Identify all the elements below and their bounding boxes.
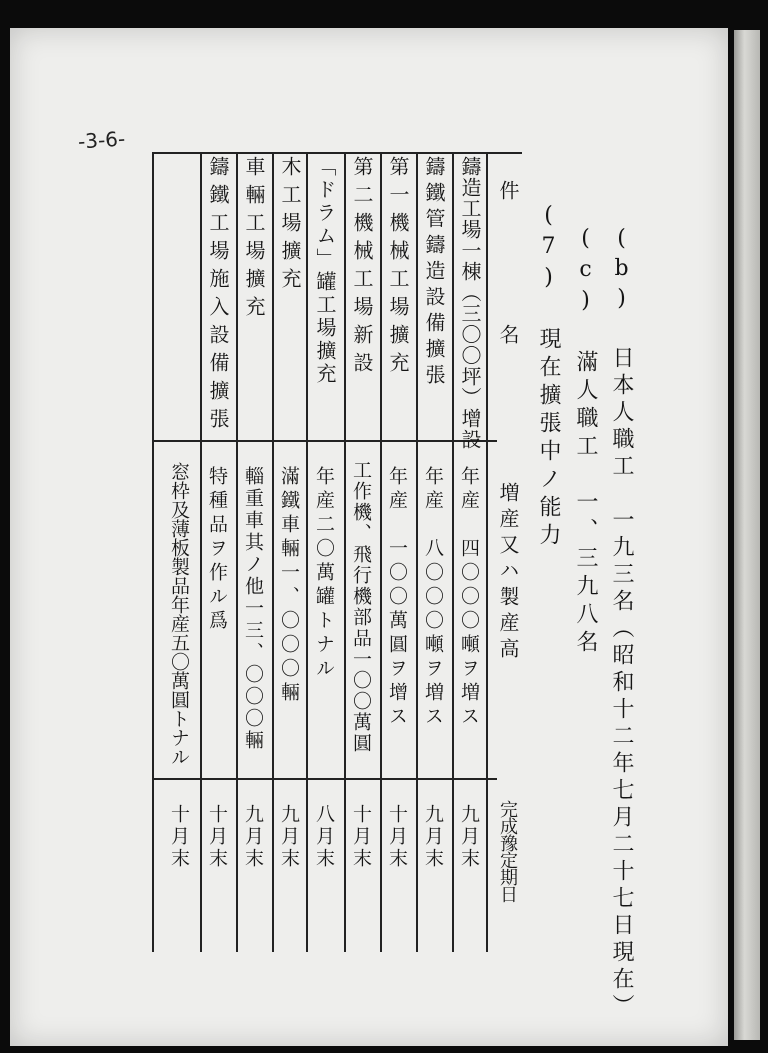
table-header-rule (152, 440, 497, 442)
row-9-capacity: 窓枠及薄板製品年産五〇萬圓トナル (168, 462, 190, 766)
row-4-date: 十月末 (350, 804, 372, 870)
row-8-date: 十月末 (206, 804, 228, 870)
manchurian-workers-line: (c) 滿人職工 一、三九八名 (573, 226, 598, 658)
table-top-rule (152, 152, 522, 154)
row-8-item: 鑄鐵工場施入設備擴張 (206, 156, 230, 436)
row-divider-6 (272, 152, 274, 952)
row-5-date: 八月末 (313, 804, 335, 870)
row-4-item: 第二機械工場新設 (350, 156, 374, 380)
row-5-item: 「ドラム」罐工場擴充 (313, 156, 337, 386)
table-date-rule (152, 778, 497, 780)
row-divider-7 (236, 152, 238, 952)
row-7-date: 九月末 (242, 804, 264, 870)
row-6-item: 木工場擴充 (278, 156, 302, 296)
row-2-item: 鑄鐵管鑄造設備擴張 (422, 156, 446, 390)
binder-edge (734, 30, 760, 1040)
row-3-item: 第一機械工場擴充 (386, 156, 410, 380)
row-divider-8 (200, 152, 202, 952)
row-divider-5 (306, 152, 308, 952)
row-3-capacity: 年産 一〇〇萬圓ヲ增ス (386, 466, 408, 730)
section-title: (7) 現在擴張中ノ能力 (536, 203, 561, 551)
row-1-item: 鑄造工場一棟（三〇〇坪）增設 (458, 156, 482, 450)
row-9-date: 十月末 (168, 804, 190, 870)
header-date: 完成豫定期日 (497, 800, 518, 902)
row-7-capacity: 輜重車其ノ他一三、〇〇〇輛 (242, 466, 264, 752)
row-1-date: 九月末 (458, 804, 480, 870)
row-2-date: 九月末 (422, 804, 444, 870)
row-divider-2 (416, 152, 418, 952)
header-capacity: 増産又ハ製産高 (496, 482, 520, 664)
row-divider-4 (344, 152, 346, 952)
row-8-capacity: 特種品ヲ作ル爲 (206, 466, 228, 634)
row-7-item: 車輛工場擴充 (242, 156, 266, 324)
row-3-date: 十月末 (386, 804, 408, 870)
table-left-rule (152, 152, 154, 952)
header-item: 件 名 (496, 180, 520, 372)
row-5-capacity: 年産二〇萬罐トナル (313, 466, 335, 682)
row-2-capacity: 年産 八〇〇〇噸ヲ増ス (422, 466, 444, 730)
row-1-capacity: 年産 四〇〇〇噸ヲ増ス (458, 466, 480, 730)
row-divider-1 (452, 152, 454, 952)
row-divider-3 (380, 152, 382, 952)
row-4-capacity: 工作機、飛行機部品一〇〇萬圓 (350, 460, 372, 754)
row-6-date: 九月末 (278, 804, 300, 870)
page-number: -3-6- (77, 126, 126, 154)
table-header-divider (486, 152, 488, 952)
row-6-capacity: 滿鐵車輛一、〇〇〇輛 (278, 466, 300, 706)
japanese-workers-line: (b) 日本人職工 一九三名（昭和十二年七月二十七日現在） (609, 226, 634, 1021)
